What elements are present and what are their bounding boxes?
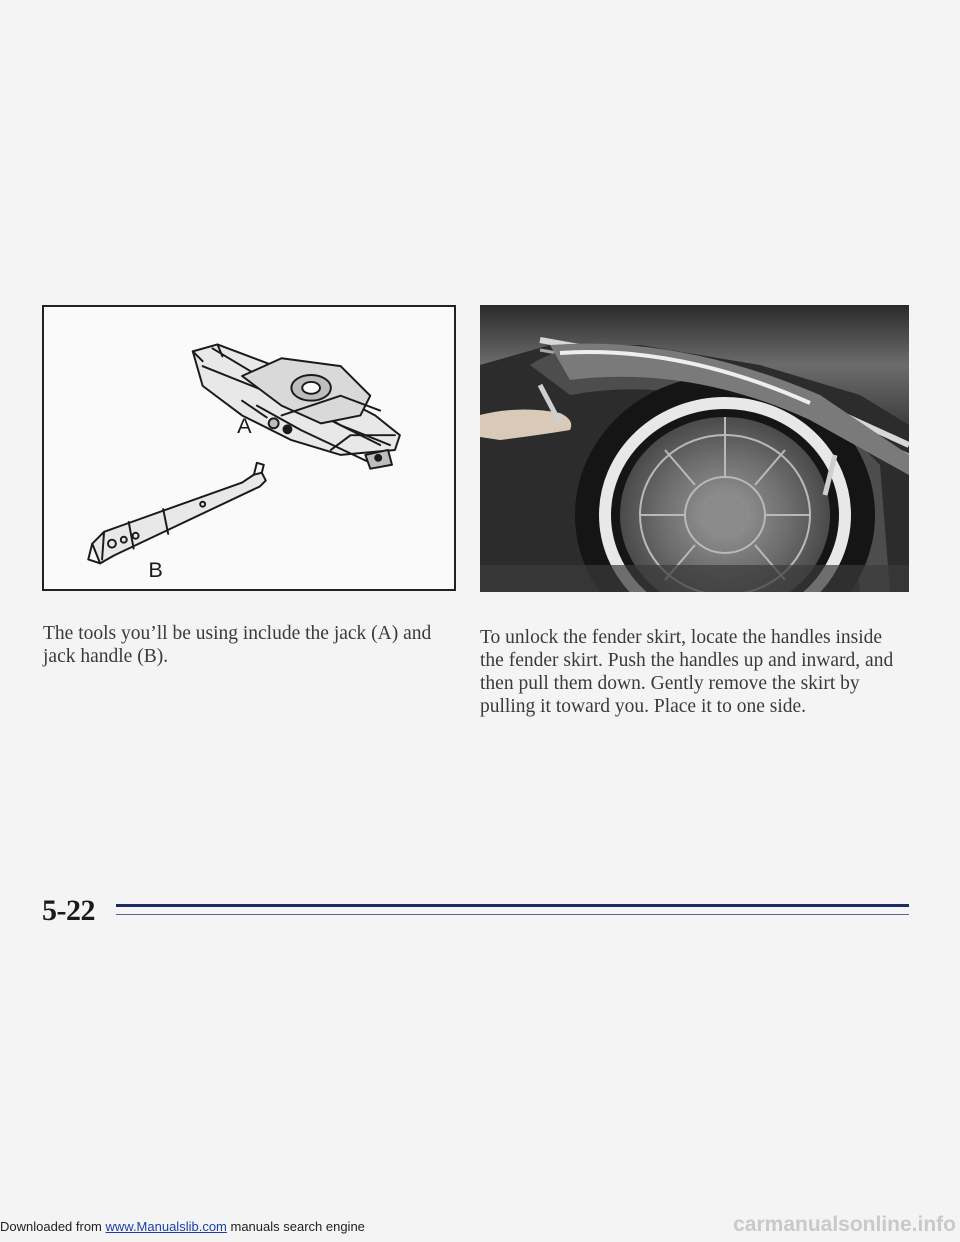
page-number: 5-22 — [42, 894, 95, 927]
watermark-text: carmanualsonline.info — [733, 1213, 956, 1236]
footer-rule-thin — [116, 914, 909, 915]
caption-jack-tools: The tools you’ll be using include the jack (A) and jack handle (B). — [43, 623, 432, 667]
jack-illustration — [42, 305, 456, 591]
caption-fender-skirt: To unlock the fender skirt, locate the handles inside the fender skirt. Push the handles up and inward, and then pull them down. Gently remove the skirt by pulling it toward you. Place it to one side. — [480, 627, 894, 717]
fender-skirt-photo — [480, 305, 909, 592]
manualslib-link[interactable]: www.Manualslib.com — [105, 1219, 227, 1234]
download-footer — [0, 1219, 365, 1234]
label-a: A — [237, 413, 252, 439]
jack-drawing — [44, 307, 454, 589]
footer-suffix: manuals search engine — [226, 1219, 365, 1234]
footer-prefix: Downloaded from — [0, 1219, 106, 1234]
label-b: B — [148, 557, 163, 583]
fender-skirt-drawing — [480, 305, 909, 592]
footer-rule-thick — [116, 904, 909, 907]
